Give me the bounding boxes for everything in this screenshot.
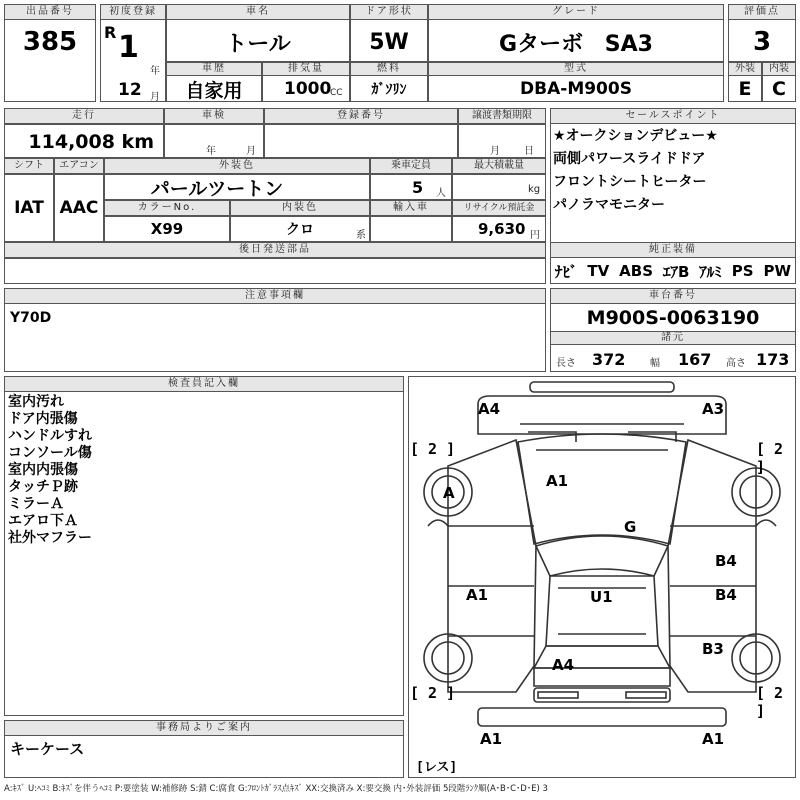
equipment-label: 純正装備 xyxy=(550,242,796,258)
lot-number-label: 出品番号 xyxy=(4,4,96,20)
transfer-deadline-label: 譲渡書類期限 xyxy=(458,108,546,124)
spec-label: 諸元 xyxy=(550,331,796,345)
tire-bracket-front-right: [ 2 ] xyxy=(756,440,784,476)
year-unit: 年 xyxy=(150,66,160,77)
mileage-label: 走行 xyxy=(4,108,164,124)
car-diagram xyxy=(408,376,796,778)
history: 自家用 xyxy=(185,79,243,102)
inspector-note: 室内内張傷 xyxy=(8,462,78,478)
history-label: 車歴 xyxy=(166,62,262,76)
equipment-item: ﾅﾋﾞ xyxy=(554,262,578,281)
inspection-label: 車検 xyxy=(164,108,264,124)
sales-points-list xyxy=(553,128,718,214)
length-label: 長さ xyxy=(556,358,576,369)
tire-bracket-rear-left: [ 2 ] xyxy=(410,684,456,702)
displacement: 1000 xyxy=(284,79,332,99)
car-name: トール xyxy=(225,31,291,57)
model: DBA-M900S xyxy=(520,79,632,99)
color-no: X99 xyxy=(150,220,184,238)
reg-number-box xyxy=(264,124,458,158)
inspection-year-unit: 年 xyxy=(206,146,216,157)
damage-mark-a1-hood: A1 xyxy=(546,472,569,490)
equipment-item: TV xyxy=(587,262,610,280)
damage-mark-u1-roof: U1 xyxy=(590,588,613,606)
first-registration-label: 初度登録 xyxy=(100,4,166,20)
score-label: 評価点 xyxy=(728,4,796,20)
office-text: キーケース xyxy=(10,739,85,758)
displacement-unit: CC xyxy=(330,88,343,98)
capacity-label: 乗車定員 xyxy=(370,158,452,174)
exterior-color: パールツートン xyxy=(150,177,284,200)
month-unit: 月 xyxy=(150,92,160,103)
tire-bracket-front-left: [ 2 ] xyxy=(410,440,456,458)
later-parts-box xyxy=(4,258,546,284)
damage-mark-g-glass: G xyxy=(624,518,637,536)
damage-mark-b4-right: B4 xyxy=(715,586,737,604)
inspector-note: タッチＰ跡 xyxy=(8,479,78,495)
chassis-label: 車台番号 xyxy=(550,288,796,304)
color-no-label: カラーNo. xyxy=(104,200,230,216)
damage-mark-a4-front: A4 xyxy=(478,400,501,418)
import-label: 輸入車 xyxy=(370,200,452,216)
transfer-month-unit: 月 xyxy=(490,146,500,157)
inspector-note: ドア内張傷 xyxy=(8,411,78,427)
damage-mark-b3: B3 xyxy=(702,640,724,658)
chassis-number: M900S-0063190 xyxy=(586,307,760,329)
damage-mark-a1-rear-right: A1 xyxy=(702,730,725,748)
aircon-label: エアコン xyxy=(54,158,104,174)
fuel: ｶﾞｿﾘﾝ xyxy=(371,82,407,98)
exterior-label: 外装 xyxy=(728,62,762,76)
score: 3 xyxy=(752,27,772,57)
reg-number-label: 登録番号 xyxy=(264,108,458,124)
inspector-note: エアロ下Ａ xyxy=(8,513,78,529)
displacement-label: 排気量 xyxy=(262,62,350,76)
damage-mark-a3-front: A3 xyxy=(702,400,725,418)
inspector-label: 検査員記入欄 xyxy=(4,376,404,392)
damage-mark-a4-rear: A4 xyxy=(552,656,575,674)
interior-color-label: 内装色 xyxy=(230,200,370,216)
model-label: 型式 xyxy=(428,62,724,76)
damage-mark-a-wheel: A xyxy=(443,484,455,502)
capacity-unit: 人 xyxy=(436,188,446,199)
registration-year: 1 xyxy=(118,29,139,65)
shift: IAT xyxy=(14,198,44,218)
spare-tire-note: [レス] xyxy=(416,760,458,775)
import-box xyxy=(370,216,452,242)
registration-month: 12 xyxy=(118,80,142,100)
inspector-list xyxy=(8,394,92,547)
lot-number: 385 xyxy=(22,27,78,57)
inspector-note: 室内汚れ xyxy=(8,394,64,410)
car-name-label: 車名 xyxy=(166,4,350,20)
capacity: 5 xyxy=(412,177,424,197)
grade-label: グレード xyxy=(428,4,724,20)
length: 372 xyxy=(592,349,626,369)
shift-label: シフト xyxy=(4,158,54,174)
transfer-day-unit: 日 xyxy=(524,146,534,157)
recycle-fee: 9,630 xyxy=(478,220,526,238)
interior-grade: C xyxy=(772,78,786,100)
era: R xyxy=(104,22,117,42)
sales-point: フロントシートヒーター xyxy=(553,174,707,190)
color-label: 外装色 xyxy=(104,158,370,174)
height: 173 xyxy=(756,349,790,369)
damage-mark-a1-left: A1 xyxy=(466,586,489,604)
recycle-label: リサイクル預託金 xyxy=(452,200,546,216)
exterior-grade: E xyxy=(738,78,752,100)
office-label: 事務局よりご案内 xyxy=(4,720,404,736)
later-parts-label: 後日発送部品 xyxy=(4,242,546,258)
notes-label: 注意事項欄 xyxy=(4,288,546,304)
door-type: 5W xyxy=(369,29,409,55)
interior-color-unit: 系 xyxy=(356,230,366,241)
interior-color: クロ xyxy=(286,222,314,238)
inspector-note: ハンドルすれ xyxy=(8,428,92,444)
sales-point: 両側パワースライドドア xyxy=(553,151,706,167)
max-load-label: 最大積載量 xyxy=(452,158,546,174)
damage-mark-b4-upper: B4 xyxy=(715,552,737,570)
equipment-item: ABS xyxy=(619,262,654,280)
max-load-unit: kg xyxy=(528,184,541,195)
tire-bracket-rear-right: [ 2 ] xyxy=(756,684,784,720)
equipment-list xyxy=(550,258,796,284)
width: 167 xyxy=(678,349,712,369)
sales-point: ★オークションデビュー★ xyxy=(553,128,718,144)
inspector-note: コンソール傷 xyxy=(8,445,92,461)
aircon: AAC xyxy=(59,198,99,218)
inspector-note: 社外マフラー xyxy=(8,530,92,546)
inspector-note: ミラーＡ xyxy=(8,496,64,512)
mileage: 114,008 km xyxy=(28,131,154,153)
damage-mark-a1-rear-left: A1 xyxy=(480,730,503,748)
equipment-item: PS xyxy=(731,262,754,280)
sales-points-label: セールスポイント xyxy=(550,108,796,124)
equipment-item: PW xyxy=(763,262,791,280)
notes-text: Y70D xyxy=(10,310,52,326)
legend: A:ｷｽﾞ U:ﾍｺﾐ B:ｷｽﾞを伴うﾍｺﾐ P:要塗装 W:補修跡 S:錆 C:腐食 G:ﾌﾛﾝﾄｶﾞﾗｽ点ｷｽﾞ XX:交換済み X:要交換 内･外装評価 5段階ﾗﾝｸ順(A･B･C･D･E) 3 xyxy=(4,784,548,794)
fuel-label: 燃料 xyxy=(350,62,428,76)
equipment-item: ｱﾙﾐ xyxy=(699,262,722,281)
equipment-item: ｴｱB xyxy=(662,262,690,281)
height-label: 高さ xyxy=(726,358,746,369)
grade: Gターボ SA3 xyxy=(499,31,653,57)
interior-label: 内装 xyxy=(762,62,796,76)
sales-point: パノラマモニター xyxy=(553,197,665,213)
door-label: ドア形状 xyxy=(350,4,428,20)
recycle-unit: 円 xyxy=(530,230,540,241)
inspection-month-unit: 月 xyxy=(246,146,256,157)
width-label: 幅 xyxy=(650,358,660,369)
